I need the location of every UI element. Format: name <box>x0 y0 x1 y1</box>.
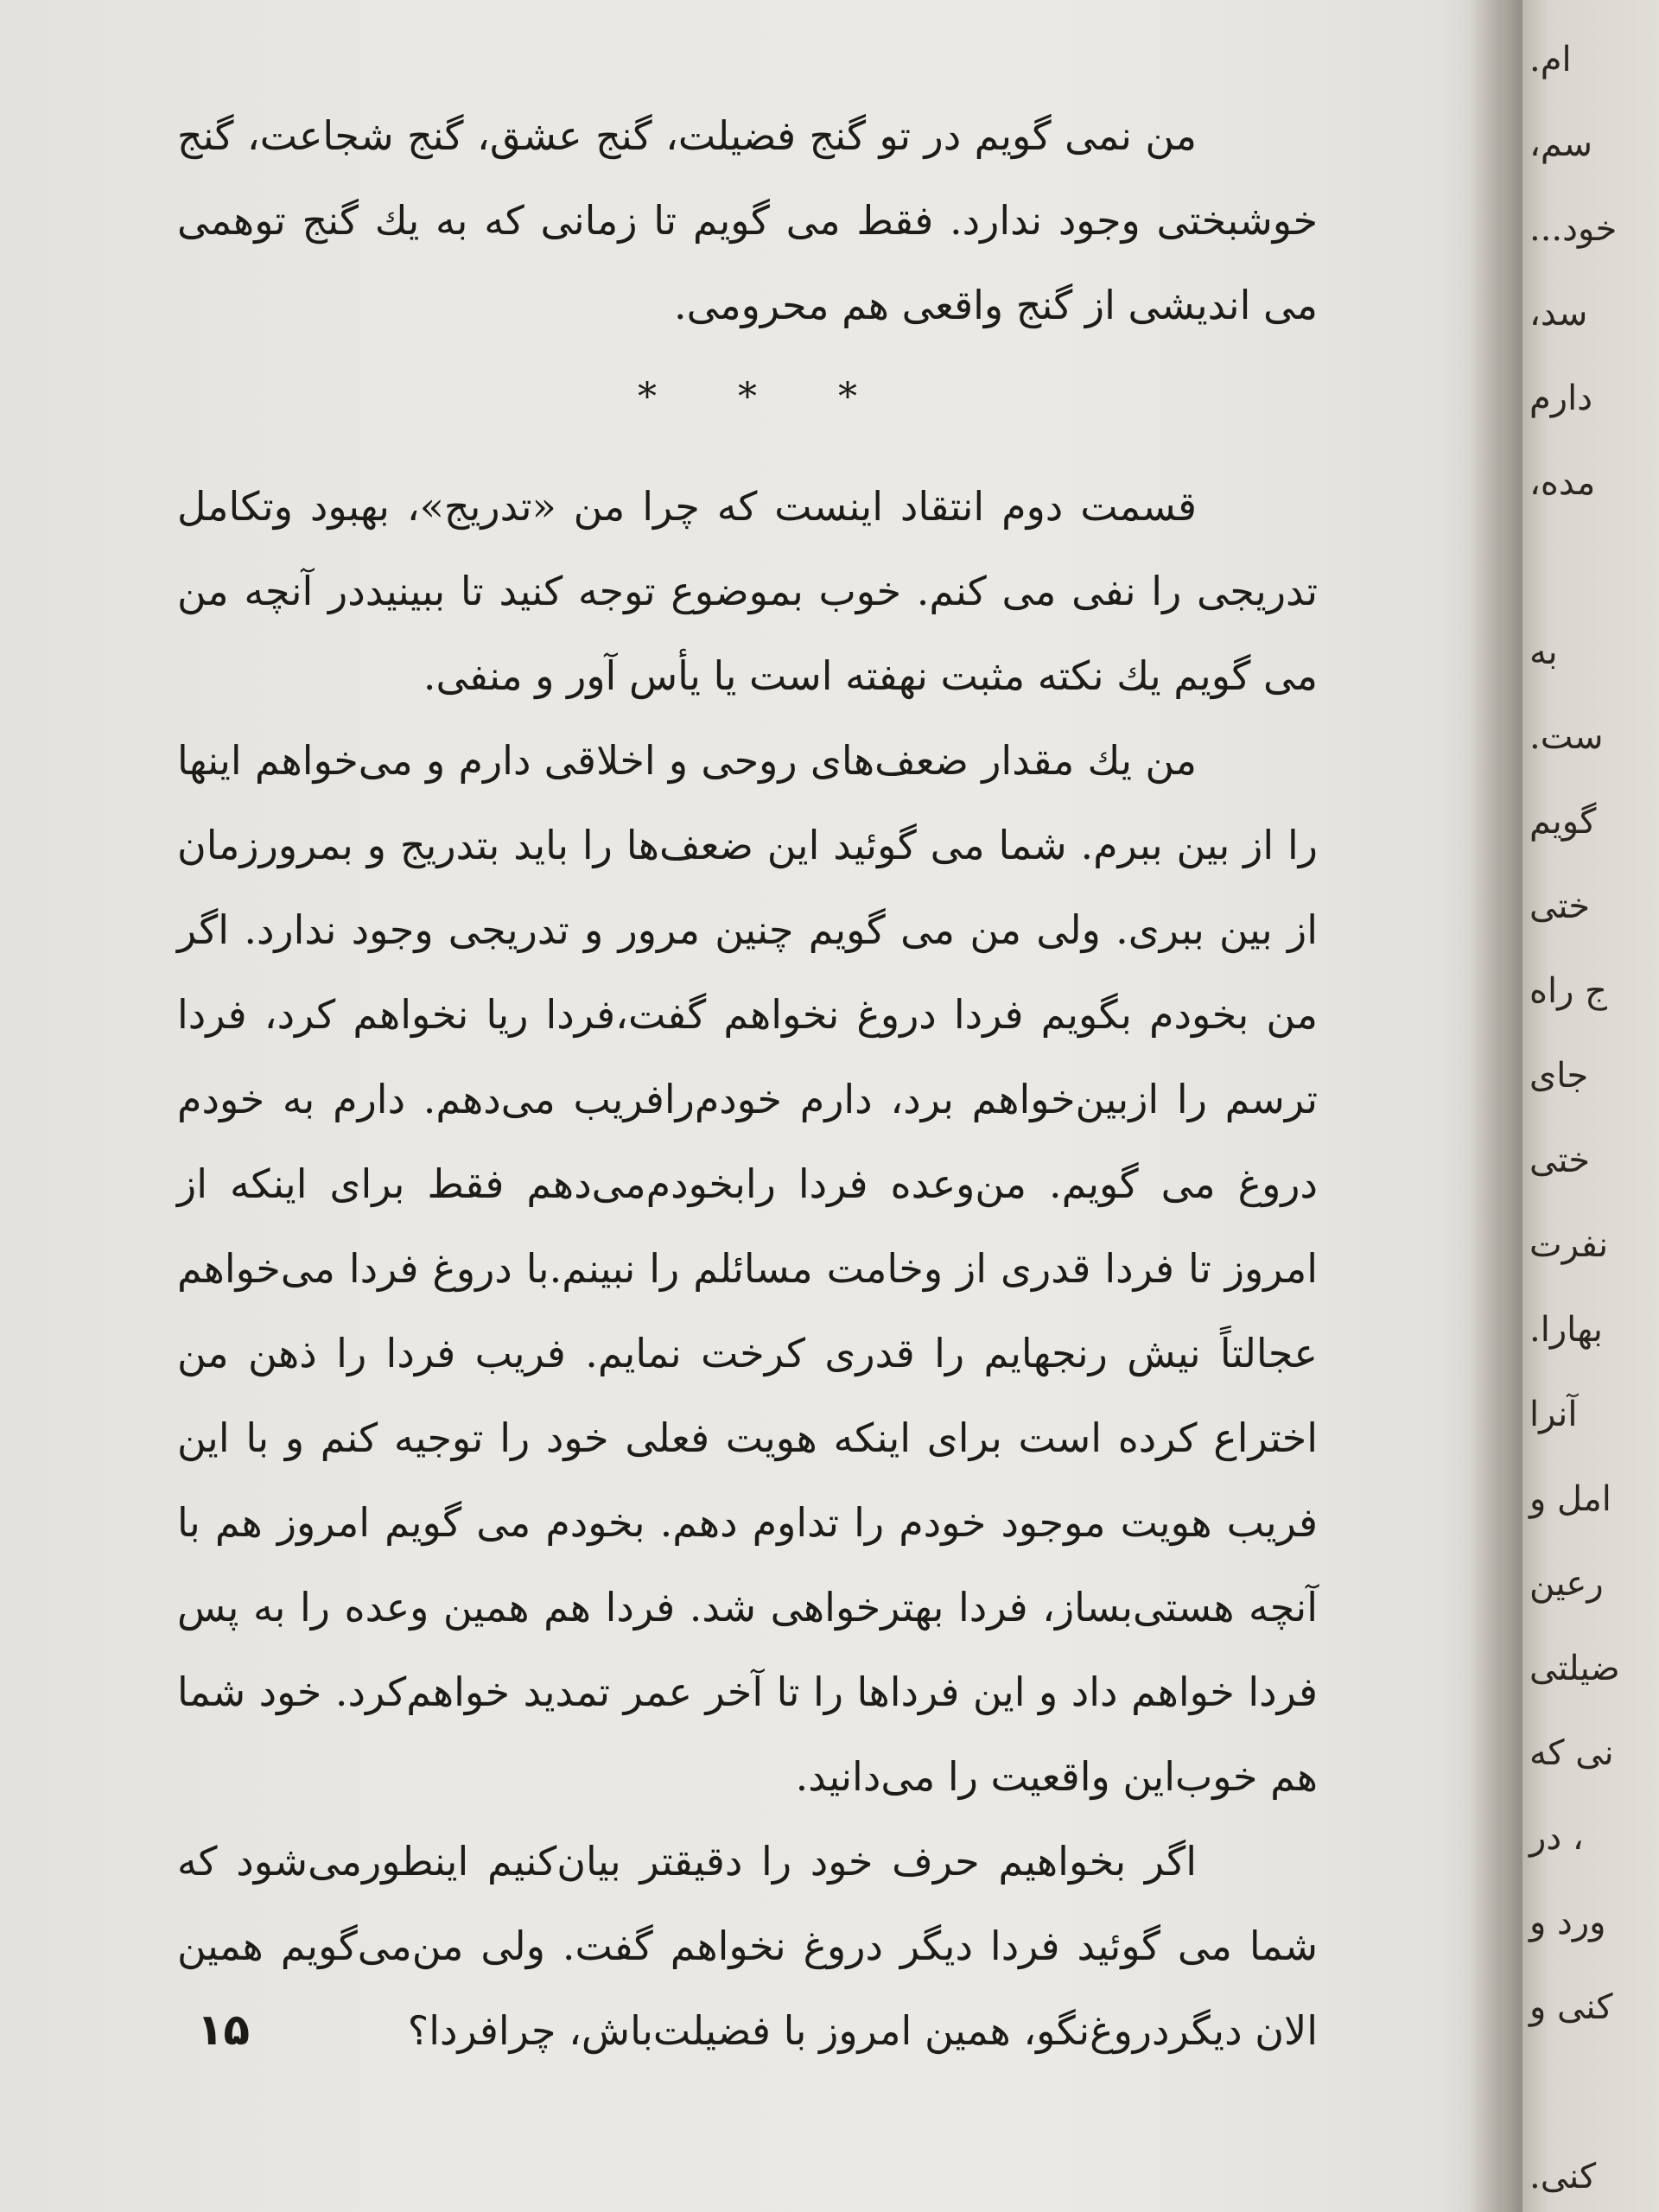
paragraph-4: اگر بخواهیم حرف خود را دقیقتر بیان‌کنیم اینطورمی‌شود که شما می گوئید فردا دیگر دروغ نخواهم گفت. ولی من‌می‌گویم همین الان دیگردروغ‌نگو، همین امروز با فضیلت‌باش، چرافردا؟ <box>177 1838 1318 2054</box>
facing-line: ختی <box>1529 1141 1591 1180</box>
facing-line: گویم <box>1529 802 1597 842</box>
facing-line: رعین <box>1529 1564 1604 1604</box>
facing-line: ضیلتی <box>1529 1649 1620 1688</box>
facing-line: امل و <box>1529 1479 1611 1519</box>
page-number: ۱۵ <box>197 2005 251 2055</box>
facing-line: مده، <box>1529 463 1596 503</box>
paragraph-1: من نمی گویم در تو گنج فضیلت، گنج عشق، گنج شجاعت، گنج خوشبختی وجود ندارد. فقط می گویم تا زمانی که به یك گنج توهمی می اندیشی از گنج واقعی هم محرومی. <box>177 112 1318 328</box>
facing-line: ورد و <box>1529 1903 1606 1942</box>
facing-line <box>1522 2050 1652 2134</box>
facing-line <box>1522 525 1652 610</box>
book-page-right <box>1522 0 1659 2212</box>
facing-line: دارم <box>1529 378 1593 418</box>
facing-line: ، در <box>1529 1818 1584 1858</box>
facing-line: ج راه <box>1529 971 1607 1011</box>
paragraph-2: قسمت دوم انتقاد اینست که چرا من «تدریج»، بهبود وتکامل تدریجی را نفی می کنم. خوب بموضوع توجه کنید تا ببینیددر آنچه من می گویم یك نکته مثبت نهفته است یا یأس آور و منفی. <box>177 483 1318 699</box>
book-gutter-shadow <box>1469 0 1529 2212</box>
facing-line: آنرا <box>1529 1395 1578 1434</box>
facing-line: جای <box>1529 1056 1589 1096</box>
facing-line: به <box>1529 632 1558 672</box>
facing-line: خود... <box>1529 209 1618 249</box>
facing-line: نی که <box>1529 1733 1614 1773</box>
facing-line: ختی <box>1529 887 1591 926</box>
facing-line: سم، <box>1529 124 1593 164</box>
page-body <box>177 93 1318 2073</box>
facing-line: سد، <box>1529 294 1588 334</box>
facing-line: کنی و <box>1529 1987 1613 2027</box>
facing-page-text <box>1522 17 1652 2212</box>
facing-line: کنی. <box>1529 2157 1597 2196</box>
facing-line: ام. <box>1529 40 1572 79</box>
facing-line: ست. <box>1529 717 1604 757</box>
paragraph-3: من یك مقدار ضعف‌های روحی و اخلاقی دارم و می‌خواهم اینها را از بین ببرم. شما می گوئید این ضعف‌ها را باید بتدریج و بمرورزمان از بین ببری. ولی من می گویم چنین مرور و تدریجی وجود ندارد. اگر من بخودم بگویم فردا دروغ نخواهم گفت،فردا ریا نخواهم کرد، فردا ترسم را ازبین‌خواهم برد، دارم خودم‌رافریب می‌دهم. دارم به خودم دروغ می گویم. من‌وعده فردا رابخودم‌می‌دهم فقط برای اینکه از امروز تا فردا قدری از وخامت مسائلم را نبینم.با دروغ فردا می‌خواهم عجالتاً نیش رنجهایم را قدری کرخت نمایم. فریب فردا را ذهن من اختراع کرده است برای اینکه هویت فعلی خود را توجیه کنم و با این فریب هویت موجود خودم را تداوم دهم. بخودم می گویم امروز هم با آنچه هستی‌بساز، فردا بهترخواهی شد. فردا هم همین وعده را به پس فردا خواهم داد و این فرداها را تا آخر عمر تمدید خواهم‌کرد. خود شما هم خوب‌این واقعیت را می‌دانید. <box>177 737 1318 1800</box>
facing-line: بهارا. <box>1529 1310 1603 1350</box>
facing-line: نفرت <box>1529 1225 1609 1265</box>
section-separator: * * * <box>638 375 892 419</box>
